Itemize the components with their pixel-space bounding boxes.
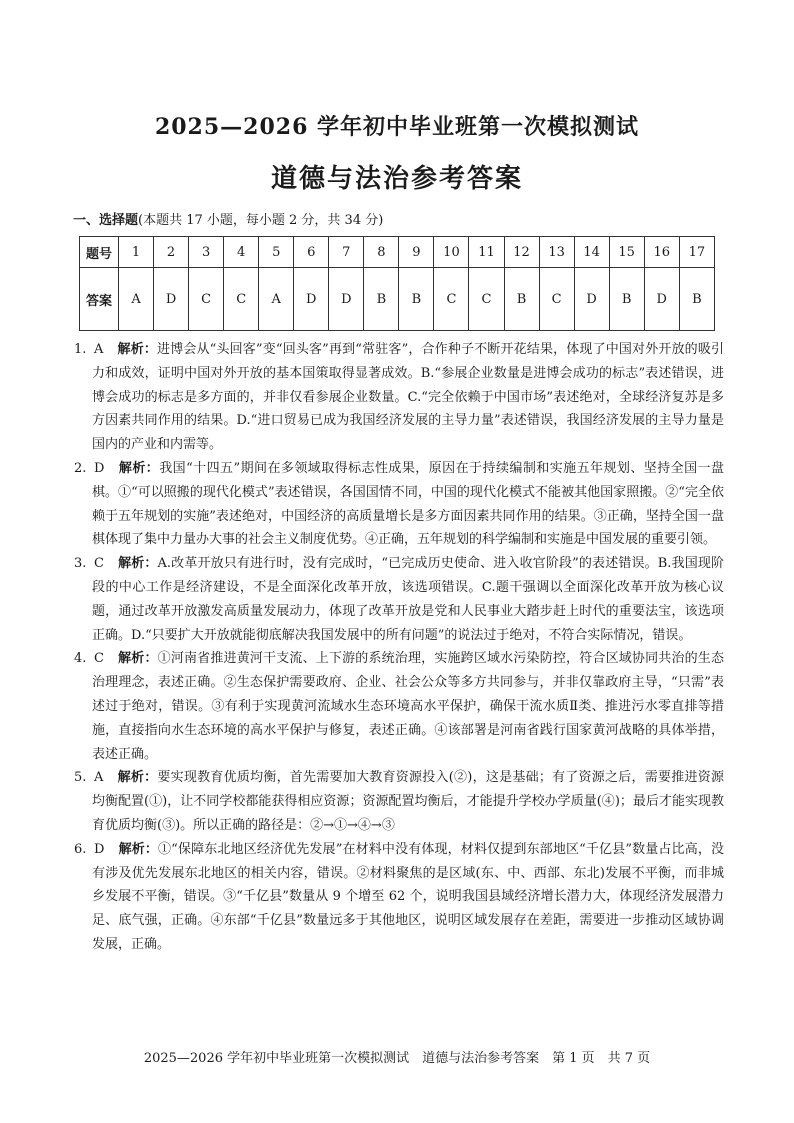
answer-cell: D xyxy=(329,268,364,331)
item-number: 6. xyxy=(74,841,87,857)
answer-cell: B xyxy=(364,268,399,331)
question-number: 2 xyxy=(154,237,189,268)
question-number: 4 xyxy=(224,237,259,268)
answer-cell: C xyxy=(539,268,574,331)
question-number: 11 xyxy=(469,237,504,268)
answer-cell: B xyxy=(609,268,644,331)
answer-cell: B xyxy=(679,268,714,331)
item-number: 3. xyxy=(74,556,87,572)
item-number: 5. xyxy=(74,770,87,786)
answer-cell: D xyxy=(154,268,189,331)
question-number: 14 xyxy=(574,237,609,268)
item-answer: D xyxy=(94,841,105,857)
item-analysis-label: 解析： xyxy=(118,460,160,476)
item-answer: D xyxy=(94,460,105,476)
answer-header: 答案 xyxy=(80,268,119,331)
item-answer: A xyxy=(94,342,104,357)
item-number: 4. xyxy=(74,651,87,667)
explanation-item xyxy=(74,766,724,837)
question-number: 17 xyxy=(679,237,714,268)
answer-table xyxy=(79,236,715,331)
question-number: 3 xyxy=(189,237,224,268)
item-analysis-text: 进博会从“头回客”变“回头客”再到“常驻客”，合作种子不断开花结果，体现了中国对外开放的吸引力和成效，证明中国对外开放的基本国策取得显著成效。B.“参展企业数量是进博会成功的标志”表述错误，进博会成功的标志是多方面的，并非仅看参展企业数量。C.“完全依赖于中国市场”表述绝对，全球经济复苏是多方因素共同作用的结果。D.“进口贸易已成为我国经济发展的主导力量”表述错误，我国经济发展的主导力量是国内的产业和内需等。 xyxy=(92,342,724,453)
question-number-row xyxy=(80,237,715,268)
item-analysis-text: ①河南省推进黄河干支流、上下游的系统治理，实施跨区域水污染防控，符合区域协同共治的生态治理理念，表述正确。②生态保护需要政府、企业、社会公众等多方共同参与，并非仅靠政府主导，“只需”表述过于绝对，错误。③有利于实现黄河流域水生态环境高水平保护，确保干流水质Ⅱ类、推进污水零直排等措施，直接指向水生态环境的高水平保护与修复，表述正确。④该部署是河南省践行国家黄河战略的具体举措，表述正确。 xyxy=(92,651,724,762)
answer-cell: A xyxy=(259,268,294,331)
explanation-list xyxy=(74,338,724,957)
explanation-item xyxy=(74,838,724,957)
answer-cell: B xyxy=(399,268,434,331)
section-label: 一、选择题 xyxy=(73,213,139,228)
question-number: 8 xyxy=(364,237,399,268)
item-answer: C xyxy=(94,556,104,572)
answer-cell: D xyxy=(644,268,679,331)
answer-cell: D xyxy=(574,268,609,331)
answer-cell: C xyxy=(224,268,259,331)
answer-cell: C xyxy=(189,268,224,331)
item-analysis-label: 解析： xyxy=(117,556,158,572)
question-number: 13 xyxy=(539,237,574,268)
item-analysis-label: 解析： xyxy=(117,342,158,357)
item-analysis-text: A.改革开放只有进行时，没有完成时，“已完成历史使命、进入收官阶段”的表述错误。B.我国现阶段的中心工作是经济建设，不是全面深化改革开放，该选项错误。C.题干强调以全面深化改革开放为核心议题，通过改革开放激发高质量发展动力，体现了改革开放是党和人民事业大踏步赶上时代的重要法宝，该选项正确。D.“只要扩大开放就能彻底解决我国发展中的所有问题”的说法过于绝对，不符合实际情况，错误。 xyxy=(92,556,724,643)
section-heading xyxy=(73,209,383,228)
section-note: (本题共 17 小题，每小题 2 分，共 34 分) xyxy=(138,213,384,228)
question-number: 16 xyxy=(644,237,679,268)
answer-cell: C xyxy=(434,268,469,331)
question-number: 10 xyxy=(434,237,469,268)
item-analysis-text: ①“保障东北地区经济优先发展”在材料中没有体现，材料仅提到东部地区“千亿县”数量占比高，没有涉及优先发展东北地区的相关内容，错误。②材料聚焦的是区域(东、中、西部、东北)发展不平衡，而非城乡发展不平衡，错误。③“千亿县”数量从 9 个增至 62 个，说明我国县域经济增长潜力大，体现经济发展潜力足、底气强，正确。④东部“千亿县”数量远多于其他地区，说明区域发展存在差距，需要进一步推动区域协调发展，正确。 xyxy=(92,841,724,952)
item-analysis-label: 解析： xyxy=(118,841,159,857)
item-analysis-label: 解析： xyxy=(117,770,158,786)
explanation-item xyxy=(74,338,724,457)
answer-row xyxy=(80,268,715,331)
page-footer: 2025—2026 学年初中毕业班第一次模拟测试 道德与法治参考答案 第 1 页 共 7 页 xyxy=(143,1051,651,1066)
explanation-item xyxy=(74,647,724,766)
question-number: 7 xyxy=(329,237,364,268)
item-analysis-text: 要实现教育优质均衡，首先需要加大教育资源投入(②)，这是基础；有了资源之后，需要推进资源均衡配置(①)，让不同学校都能获得相应资源；资源配置均衡后，才能提升学校办学质量(④)；最后才能实现教育优质均衡(③)。所以正确的路径是：②→①→④→③ xyxy=(92,770,724,833)
document-title: 2025—2026 学年初中毕业班第一次模拟测试 xyxy=(154,114,640,140)
question-number: 15 xyxy=(609,237,644,268)
question-number: 12 xyxy=(504,237,539,268)
item-analysis-text: 我国“十四五”期间在多领域取得标志性成果，原因在于持续编制和实施五年规划、坚持全国一盘棋。①“可以照搬的现代化模式”表述错误，各国国情不同，中国的现代化模式不能被其他国家照搬。②“完全依赖于五年规划的实施”表述绝对，中国经济的高质量增长是多方面因素共同作用的结果。③正确，坚持全国一盘棋体现了集中力量办大事的社会主义制度优势。④正确，五年规划的科学编制和实施是中国发展的重要引领。 xyxy=(92,460,724,548)
answer-cell: B xyxy=(504,268,539,331)
item-answer: C xyxy=(94,651,104,667)
answer-cell: C xyxy=(469,268,504,331)
question-number: 9 xyxy=(399,237,434,268)
explanation-item xyxy=(74,552,724,647)
item-analysis-label: 解析： xyxy=(117,651,158,667)
answer-cell: A xyxy=(119,268,154,331)
item-number: 1. xyxy=(74,342,87,357)
item-answer: A xyxy=(94,770,104,786)
question-number: 1 xyxy=(119,237,154,268)
question-number: 5 xyxy=(259,237,294,268)
question-number: 6 xyxy=(294,237,329,268)
explanation-item xyxy=(74,457,724,552)
item-number: 2. xyxy=(74,460,87,476)
answer-cell: D xyxy=(294,268,329,331)
document-subtitle: 道德与法治参考答案 xyxy=(270,164,523,194)
question-number-header: 题号 xyxy=(80,237,119,268)
